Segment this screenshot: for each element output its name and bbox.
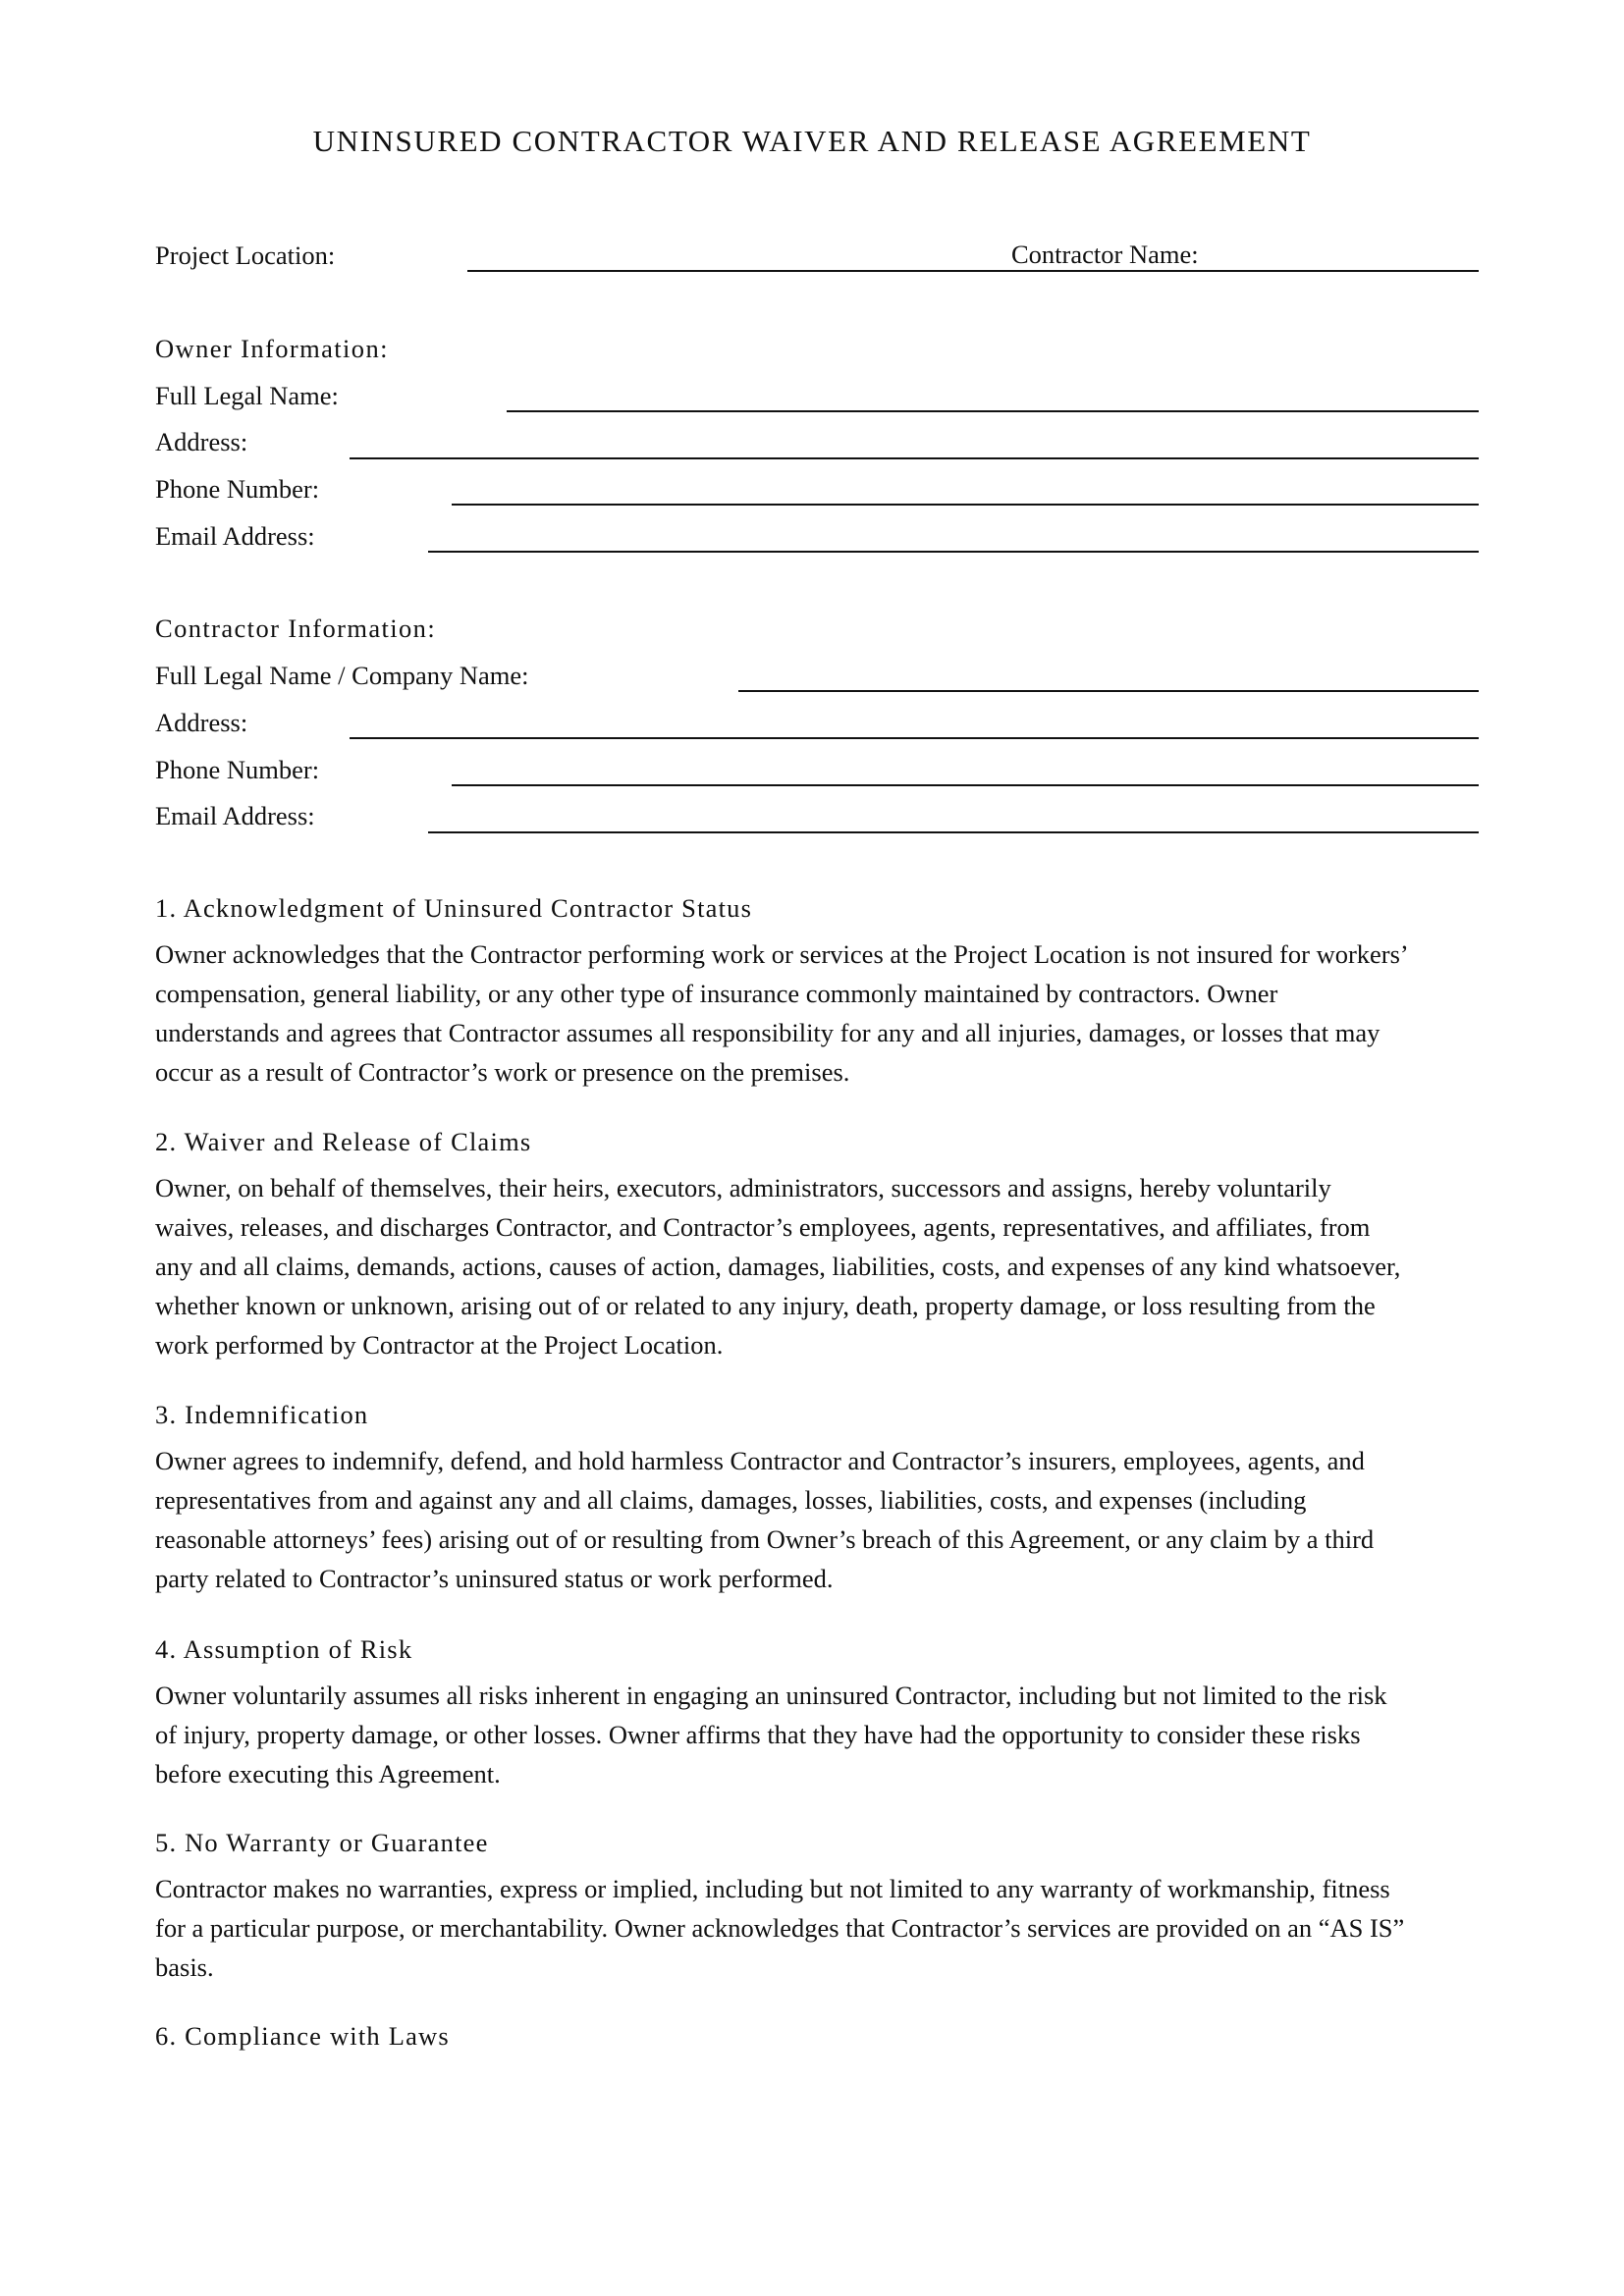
section-4-body [155, 1676, 1483, 1793]
section-4-line: before executing this Agreement. [155, 1759, 501, 1789]
owner-address-label: Address: [155, 427, 248, 456]
section-2-line: waives, releases, and discharges Contractor, and Contractor’s employees, agents, representatives, and affiliates, from [155, 1212, 1371, 1242]
owner-full-name-label: Full Legal Name: [155, 381, 339, 410]
section-3-line: Owner agrees to indemnify, defend, and hold harmless Contractor and Contractor’s insurers, employees, agents, and [155, 1446, 1365, 1475]
section-1-line: Owner acknowledges that the Contractor performing work or services at the Project Location is not insured for workers’ [155, 939, 1409, 969]
contractor-info-heading: Contractor Information: [155, 614, 437, 643]
section-2-line: whether known or unknown, arising out of or related to any injury, death, property damage, or loss resulting from the [155, 1291, 1376, 1320]
section-1-line: understands and agrees that Contractor assumes all responsibility for any and all injuries, damages, or losses that may [155, 1018, 1380, 1047]
section-5-line: Contractor makes no warranties, express or implied, including but not limited to any warranty of workmanship, fitness [155, 1874, 1390, 1903]
section-4-line: of injury, property damage, or other losses. Owner affirms that they have had the opportunity to consider these risks [155, 1720, 1361, 1749]
section-3-body [155, 1441, 1483, 1598]
section-5-line: for a particular purpose, or merchantability. Owner acknowledges that Contractor’s services are provided on an “AS IS” [155, 1913, 1405, 1943]
owner-email-field[interactable] [428, 551, 1479, 553]
section-2-line: any and all claims, demands, actions, causes of action, damages, liabilities, costs, and expenses of any kind whatsoever, [155, 1252, 1401, 1281]
section-2-line: Owner, on behalf of themselves, their heirs, executors, administrators, successors and assigns, hereby voluntarily [155, 1173, 1331, 1202]
section-1-line: compensation, general liability, or any other type of insurance commonly maintained by contractors. Owner [155, 979, 1278, 1008]
section-3-line: representatives from and against any and all claims, damages, losses, liabilities, costs, and expenses (including [155, 1485, 1307, 1515]
section-5-title: 5. No Warranty or Guarantee [155, 1828, 489, 1857]
section-3-line: reasonable attorneys’ fees) arising out of or resulting from Owner’s breach of this Agreement, or any claim by a third [155, 1524, 1375, 1554]
owner-email-label: Email Address: [155, 521, 315, 551]
section-1-line: occur as a result of Contractor’s work or presence on the premises. [155, 1057, 850, 1087]
contractor-full-name-label: Full Legal Name / Company Name: [155, 661, 529, 690]
owner-phone-field[interactable] [452, 504, 1479, 506]
owner-full-name-field[interactable] [507, 410, 1479, 412]
document-title: UNINSURED CONTRACTOR WAIVER AND RELEASE AGREEMENT [312, 124, 1312, 158]
owner-phone-label: Phone Number: [155, 474, 320, 504]
section-3-line: party related to Contractor’s uninsured status or work performed. [155, 1564, 834, 1593]
contractor-email-label: Email Address: [155, 801, 315, 830]
contractor-full-name-field[interactable] [738, 690, 1479, 692]
contractor-phone-label: Phone Number: [155, 755, 320, 784]
contractor-name-label: Contractor Name: [1011, 240, 1199, 269]
section-2-line: work performed by Contractor at the Project Location. [155, 1330, 724, 1360]
section-1-body [155, 934, 1483, 1092]
owner-address-field[interactable] [350, 457, 1479, 459]
project-location-label: Project Location: [155, 240, 336, 270]
contractor-address-label: Address: [155, 708, 248, 737]
section-4-line: Owner voluntarily assumes all risks inherent in engaging an uninsured Contractor, including but not limited to the risk [155, 1681, 1387, 1710]
section-4-title: 4. Assumption of Risk [155, 1634, 413, 1664]
contractor-address-field[interactable] [350, 737, 1479, 739]
section-2-body [155, 1168, 1483, 1364]
contractor-email-field[interactable] [428, 831, 1479, 833]
contractor-phone-field[interactable] [452, 784, 1479, 786]
section-1-title: 1. Acknowledgment of Uninsured Contractor Status [155, 893, 753, 923]
section-3-title: 3. Indemnification [155, 1400, 369, 1429]
section-2-title: 2. Waiver and Release of Claims [155, 1127, 532, 1156]
section-5-body [155, 1869, 1483, 1987]
section-6-title: 6. Compliance with Laws [155, 2021, 450, 2051]
project-location-field[interactable] [467, 270, 1479, 272]
owner-info-heading: Owner Information: [155, 334, 389, 363]
section-5-line: basis. [155, 1952, 214, 1982]
